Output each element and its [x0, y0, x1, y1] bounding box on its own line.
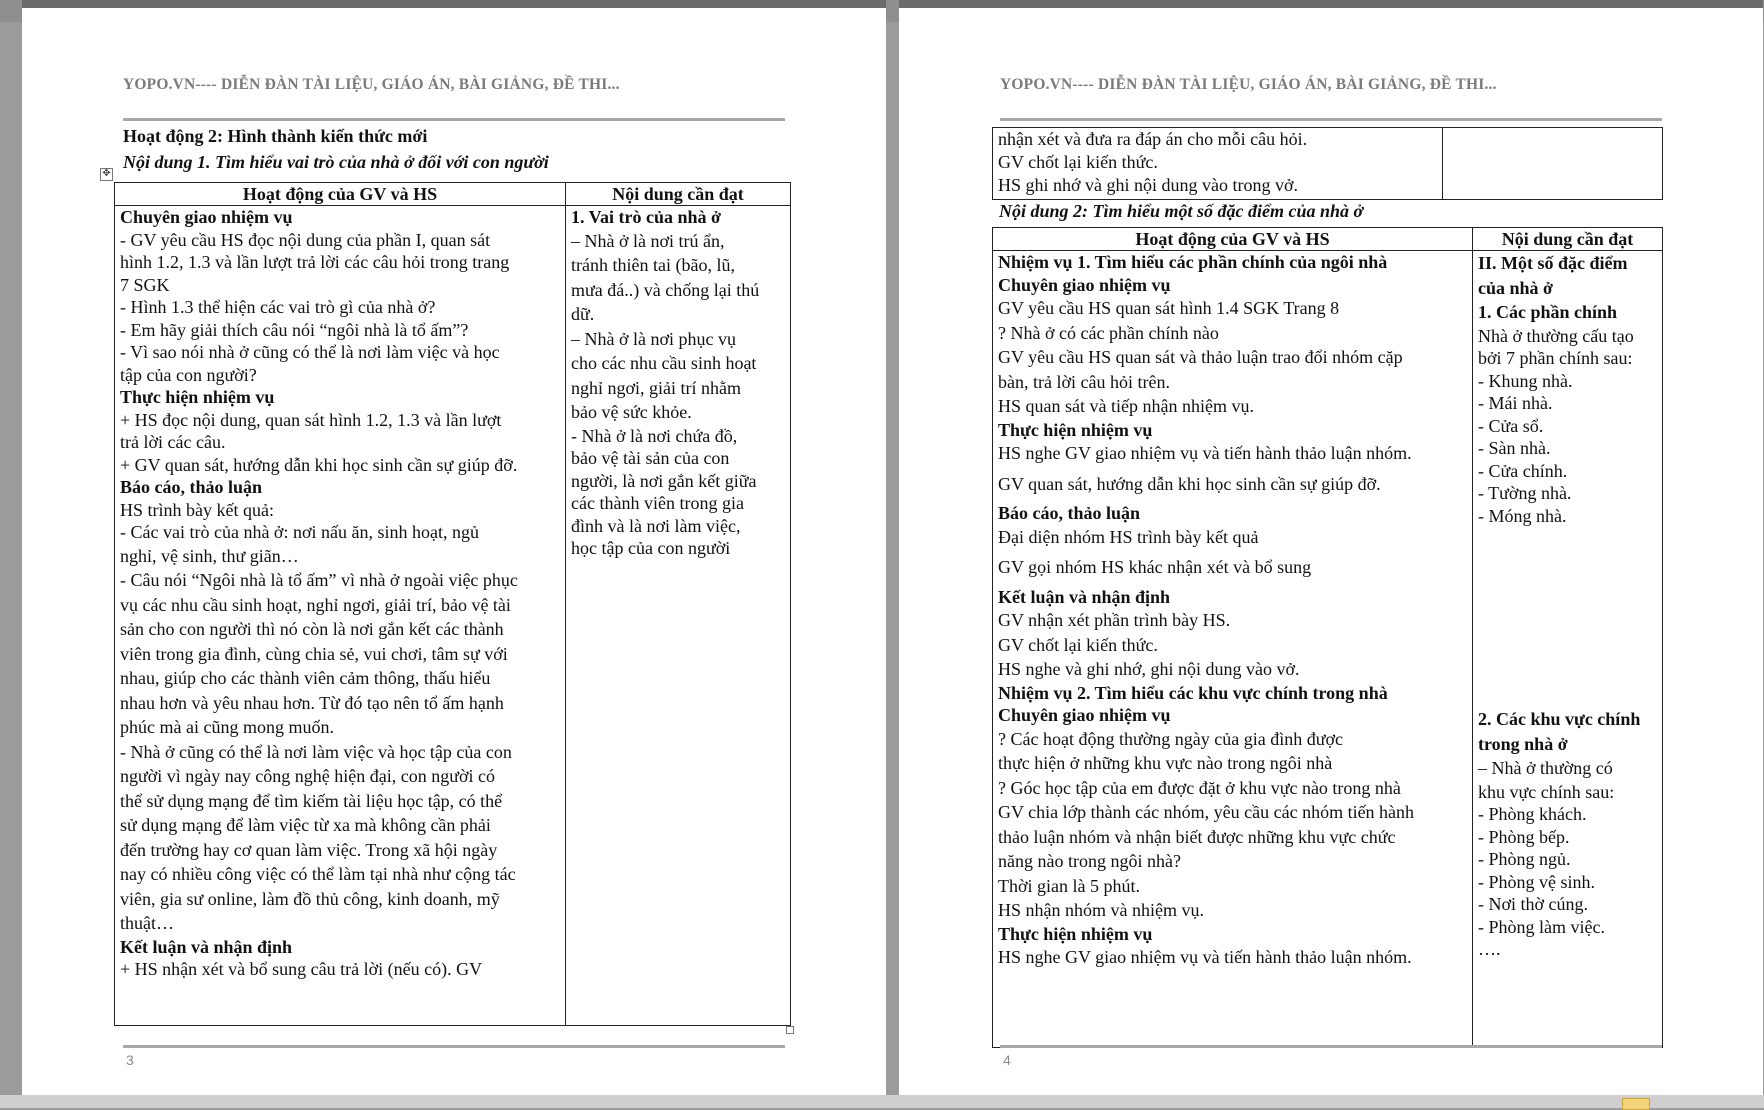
text-line: - Nhà ở cũng có thể là nơi làm việc và học tập của con: [120, 741, 512, 762]
text-line: - Vì sao nói nhà ở cũng có thể là nơi làm việc và học: [120, 342, 500, 362]
text-line: mưa đá..) và chống lại thú: [571, 279, 760, 300]
text-line: GV yêu cầu HS quan sát và thảo luận trao đổi nhóm cặp: [998, 347, 1403, 367]
text-line: GV chốt lại kiến thức.: [998, 634, 1158, 655]
col-header-activity: Hoạt động của GV và HS: [115, 183, 566, 206]
content-cell: [566, 206, 791, 1026]
activity-cell: [993, 251, 1473, 1048]
text-line: GV gọi nhóm HS khác nhận xét và bổ sung: [998, 557, 1312, 577]
text-line: nay có nhiều công việc có thể làm tại nhà như cộng tác: [120, 864, 516, 884]
section-label: Nhiệm vụ 1. Tìm hiểu các phần chính của ngôi nhà: [998, 252, 1388, 272]
footer-rule: [123, 1045, 785, 1048]
text-line: + HS đọc nội dung, quan sát hình 1.2, 1.3 và lần lượt: [120, 409, 502, 430]
section-label: 2. Các khu vực chính: [1478, 709, 1641, 729]
text-line: ….: [1478, 939, 1501, 959]
continued-table: [992, 127, 1663, 200]
text-line: - Phòng khách.: [1478, 804, 1587, 824]
text-line: - Nơi thờ cúng.: [1478, 894, 1589, 914]
section-label: Thực hiện nhiệm vụ: [120, 387, 275, 407]
lesson-table: [114, 182, 791, 1026]
table-resize-handle[interactable]: [786, 1026, 794, 1034]
text-line: Đại diện nhóm HS trình bày kết quả: [998, 526, 1259, 547]
page-4: [899, 0, 1763, 1095]
col-header-content: Nội dung cần đạt: [566, 183, 791, 206]
section-label: Báo cáo, thảo luận: [998, 503, 1141, 523]
text-line: trả lời các câu.: [120, 432, 226, 452]
text-line: năng nào trong ngôi nhà?: [998, 851, 1181, 871]
text-line: HS trình bày kết quả:: [120, 499, 274, 520]
text-line: - Câu nói “Ngôi nhà là tổ ấm” vì nhà ở ngoài việc phục: [120, 570, 518, 590]
text-line: nhau hơn và yêu nhau hơn. Từ đó tạo nên tổ ấm hạnh: [120, 692, 504, 713]
text-line: ? Các hoạt động thường ngày của gia đình được: [998, 728, 1343, 749]
header-rule: [1000, 118, 1662, 121]
text-line: HS nhận nhóm và nhiệm vụ.: [998, 900, 1204, 920]
text-line: GV yêu cầu HS quan sát hình 1.4 SGK Trang 8: [998, 298, 1340, 318]
text-line: đến trường hay cơ quan làm việc. Trong xã hội ngày: [120, 839, 498, 860]
section-label: 1. Các phần chính: [1478, 302, 1618, 322]
text-line: bàn, trả lời câu hỏi trên.: [998, 371, 1170, 392]
section-label: Kết luận và nhận định: [120, 936, 293, 957]
text-line: - Cửa sổ.: [1478, 415, 1544, 436]
text-line: thảo luận nhóm và nhận biết được những khu vực chức: [998, 826, 1396, 847]
text-line: GV quan sát, hướng dẫn khi học sinh cần sự giúp đỡ.: [998, 473, 1381, 494]
text-line: tập của con người?: [120, 364, 257, 385]
text-line: – Nhà ở là nơi trú ẩn,: [571, 230, 725, 251]
text-line: - Phòng vệ sinh.: [1478, 871, 1595, 892]
text-line: Nhà ở thường cấu tạo: [1478, 325, 1634, 346]
activity-heading: Hoạt động 2: Hình thành kiến thức mới: [123, 126, 428, 146]
text-line: - Khung nhà.: [1478, 370, 1573, 391]
section-label: của nhà ở: [1478, 277, 1553, 298]
text-line: - Sàn nhà.: [1478, 438, 1551, 458]
text-line: HS ghi nhớ và ghi nội dung vào trong vở.: [998, 175, 1299, 195]
text-line: học tập của con người: [571, 538, 731, 558]
text-line: 7 SGK: [120, 274, 170, 295]
text-line: viên trong gia đình, cùng chia sẻ, vui chơi, tâm sự với: [120, 643, 508, 664]
section-label: trong nhà ở: [1478, 733, 1568, 754]
text-line: - Em hãy giải thích câu nói “ngôi nhà là tổ ấm”?: [120, 319, 469, 340]
text-line: GV chia lớp thành các nhóm, yêu cầu các nhóm tiến hành: [998, 802, 1415, 822]
text-line: sử dụng mạng để làm việc từ xa mà không cần phải: [120, 815, 491, 835]
text-line: nghỉ ngơi, giải trí nhằm: [571, 377, 741, 398]
text-line: Thời gian là 5 phút.: [998, 875, 1140, 896]
continued-content-cell: [1443, 128, 1663, 200]
text-line: HS nghe GV giao nhiệm vụ và tiến hành thảo luận nhóm.: [998, 443, 1412, 463]
text-line: HS nghe và ghi nhớ, ghi nội dung vào vở.: [998, 659, 1300, 679]
text-line: - GV yêu cầu HS đọc nội dung của phần I, quan sát: [120, 229, 491, 250]
section-label: Nhiệm vụ 2. Tìm hiểu các khu vực chính trong nhà: [998, 682, 1388, 703]
section-label: Thực hiện nhiệm vụ: [998, 419, 1153, 440]
text-line: đình và là nơi làm việc,: [571, 515, 741, 536]
section-label: Chuyên giao nhiệm vụ: [998, 274, 1171, 295]
text-line: khu vực chính sau:: [1478, 781, 1615, 802]
text-line: nhận xét và đưa ra đáp án cho mỗi câu hỏi.: [998, 129, 1308, 149]
text-line: + HS nhận xét và bổ sung câu trả lời (nếu có). GV: [120, 959, 483, 979]
content-heading: Nội dung 1. Tìm hiểu vai trò của nhà ở đối với con người: [123, 152, 549, 172]
text-line: – Nhà ở thường có: [1478, 758, 1613, 778]
col-header-activity: Hoạt động của GV và HS: [993, 228, 1473, 251]
text-line: - Móng nhà.: [1478, 505, 1567, 526]
text-line: HS quan sát và tiếp nhận nhiệm vụ.: [998, 396, 1254, 416]
text-line: người, là nơi gắn kết giữa: [571, 470, 757, 491]
text-line: ? Góc học tập của em được đặt ở khu vực nào trong nhà: [998, 777, 1401, 798]
text-line: – Nhà ở là nơi phục vụ: [571, 328, 737, 349]
text-line: GV chốt lại kiến thức.: [998, 151, 1158, 172]
text-line: - Các vai trò của nhà ở: nơi nấu ăn, sinh hoạt, ngủ: [120, 522, 479, 542]
content-cell: [1473, 251, 1663, 1048]
section-label: Chuyên giao nhiệm vụ: [998, 705, 1171, 725]
text-line: vụ các nhu cầu sinh hoạt, nghỉ ngơi, giải trí, bảo vệ tài: [120, 594, 511, 615]
text-line: phúc mà ai cũng mong muốn.: [120, 717, 334, 737]
page-header: YOPO.VN---- DIỄN ĐÀN TÀI LIỆU, GIÁO ÁN, BÀI GIẢNG, ĐỀ THI...: [1000, 76, 1497, 93]
text-line: dữ.: [571, 304, 595, 324]
text-line: người vì ngày nay công nghệ hiện đại, con người có: [120, 766, 495, 786]
text-line: - Tường nhà.: [1478, 483, 1572, 503]
text-line: bảo vệ tài sản của con: [571, 448, 730, 468]
text-line: - Phòng ngủ.: [1478, 849, 1571, 869]
text-line: GV nhận xét phần trình bày HS.: [998, 610, 1231, 630]
section-label: II. Một số đặc điểm: [1478, 253, 1628, 273]
activity-cell: [115, 206, 566, 1026]
text-line: - Phòng làm việc.: [1478, 916, 1605, 937]
lesson-table: [992, 227, 1663, 1048]
header-rule: [123, 118, 785, 121]
page-number: 4: [1003, 1052, 1011, 1068]
section-label: Báo cáo, thảo luận: [120, 477, 263, 497]
section-label: Thực hiện nhiệm vụ: [998, 923, 1153, 944]
text-line: cho các nhu cầu sinh hoạt: [571, 353, 757, 373]
text-line: - Cửa chính.: [1478, 460, 1568, 481]
text-line: - Phòng bếp.: [1478, 826, 1570, 847]
section-label: Kết luận và nhận định: [998, 586, 1171, 607]
status-bar: [0, 1095, 1764, 1108]
text-line: thuật…: [120, 913, 174, 933]
page-3: [22, 0, 886, 1095]
content-heading: Nội dung 2: Tìm hiểu một số đặc điểm của nhà ở: [999, 201, 1364, 221]
text-line: - Nhà ở là nơi chứa đồ,: [571, 425, 738, 446]
text-line: hình 1.2, 1.3 và lần lượt trả lời các câu hỏi trong trang: [120, 252, 510, 272]
text-line: + GV quan sát, hướng dẫn khi học sinh cần sự giúp đỡ.: [120, 454, 518, 475]
text-line: HS nghe GV giao nhiệm vụ và tiến hành thảo luận nhóm.: [998, 947, 1412, 967]
section-label: Chuyên giao nhiệm vụ: [120, 207, 293, 227]
page-number: 3: [126, 1052, 134, 1068]
text-line: các thành viên trong gia: [571, 493, 744, 513]
text-line: thực hiện ở những khu vực nào trong ngôi nhà: [998, 753, 1333, 773]
text-line: sản cho con người thì nó còn là nơi gắn kết các thành: [120, 619, 504, 639]
text-line: tránh thiên tai (bão, lũ,: [571, 255, 735, 275]
text-line: nhau, giúp cho các thành viên cảm thông, thấu hiểu: [120, 668, 491, 688]
col-header-content: Nội dung cần đạt: [1473, 228, 1663, 251]
text-line: viên, gia sư online, làm đồ thủ công, kinh doanh, mỹ: [120, 888, 500, 909]
text-line: thể sử dụng mạng để tìm kiếm tài liệu học tập, có thể: [120, 790, 503, 811]
footer-rule: [1000, 1045, 1662, 1048]
section-label: 1. Vai trò của nhà ở: [571, 207, 721, 227]
continued-activity-cell: [993, 128, 1443, 200]
text-line: - Hình 1.3 thể hiện các vai trò gì của nhà ở?: [120, 297, 436, 317]
text-line: bảo vệ sức khỏe.: [571, 402, 692, 422]
table-move-handle-icon[interactable]: ✥: [100, 168, 113, 181]
text-line: ? Nhà ở có các phần chính nào: [998, 322, 1219, 343]
page-header: YOPO.VN---- DIỄN ĐÀN TÀI LIỆU, GIÁO ÁN, BÀI GIẢNG, ĐỀ THI...: [123, 76, 620, 93]
text-line: - Mái nhà.: [1478, 393, 1553, 413]
status-indicator-icon[interactable]: [1622, 1098, 1650, 1110]
text-line: bởi 7 phần chính sau:: [1478, 348, 1633, 368]
text-line: nghỉ, vệ sinh, thư giãn…: [120, 545, 299, 566]
